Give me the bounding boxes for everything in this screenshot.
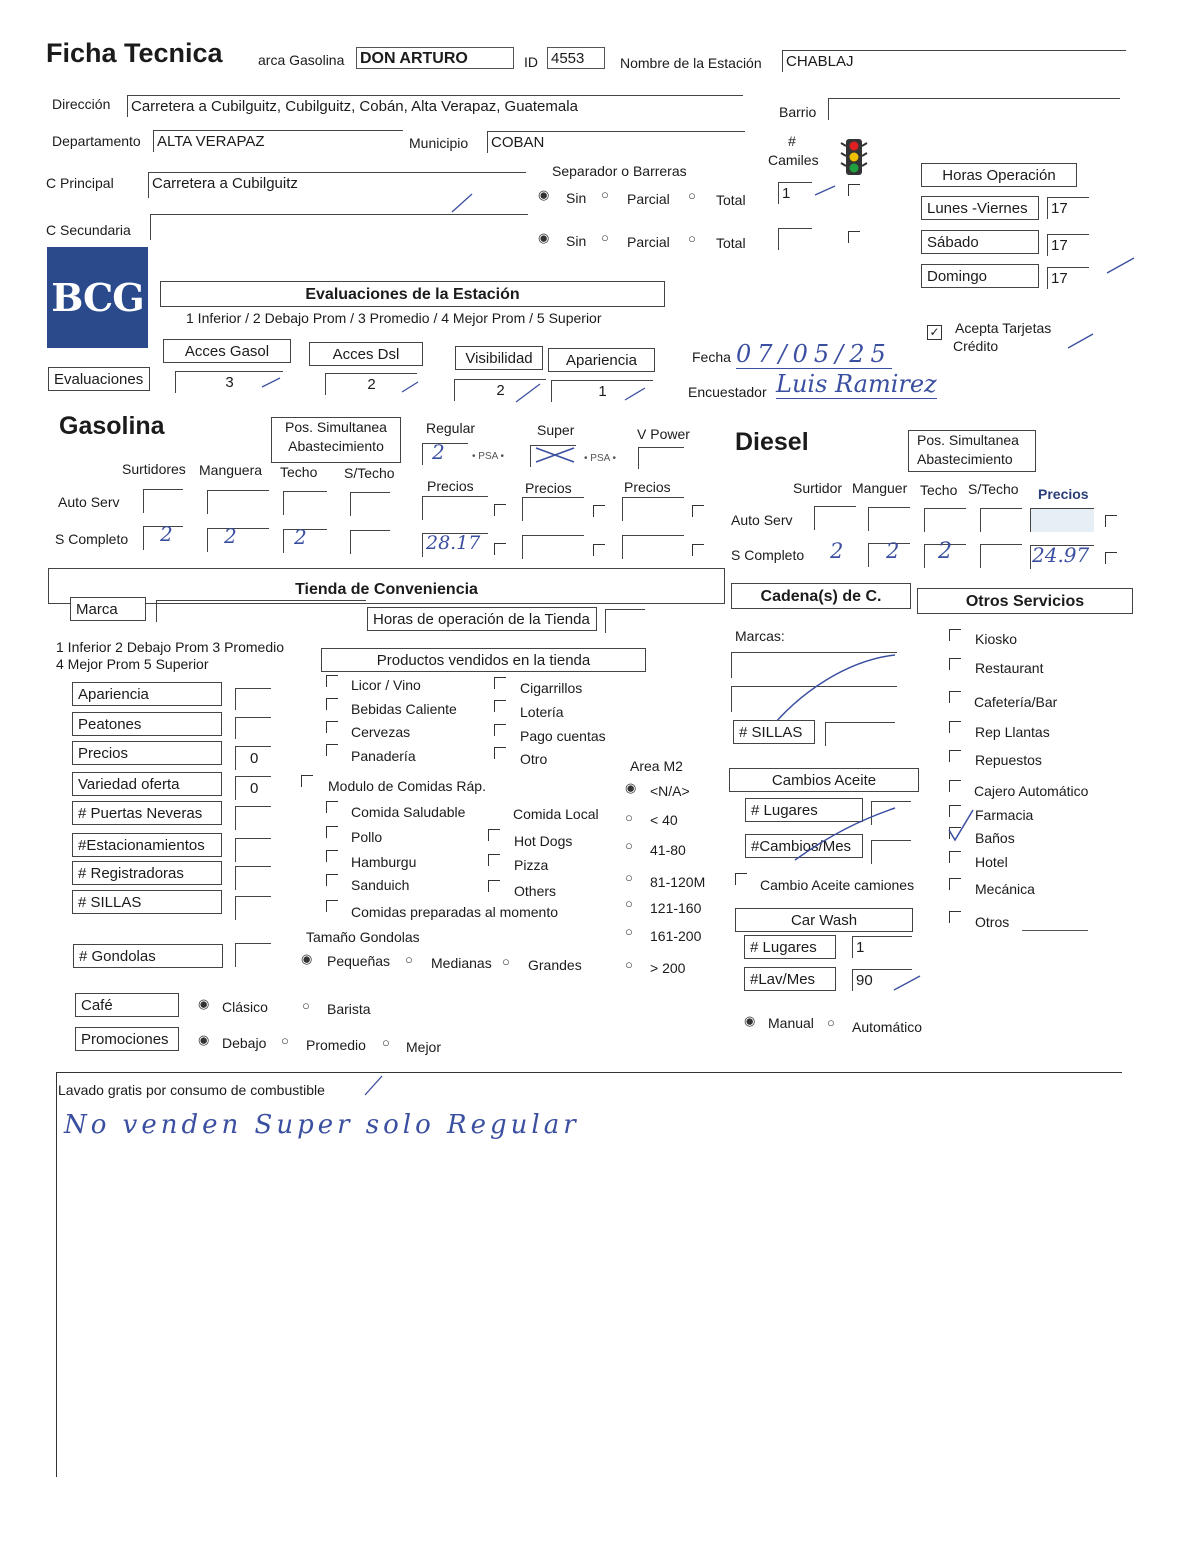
prod-loteria-label: Lotería	[520, 704, 564, 720]
nombre-field[interactable]: CHABLAJ	[782, 50, 1126, 72]
tamano-pequenas-label: Pequeñas	[327, 953, 391, 969]
manual-label: Manual	[768, 1015, 814, 1031]
otros-kiosko-label: Kiosko	[975, 631, 1018, 647]
otros-otros-label: Otros	[975, 914, 1010, 930]
modulo-label: Modulo de Comidas Ráp.	[328, 778, 486, 794]
otros-repuestos-label: Repuestos	[975, 752, 1042, 768]
prod-panaderia-label: Panadería	[351, 748, 416, 764]
fuel-vpower-label: V Power	[637, 426, 690, 442]
fuel-super-label: Super	[537, 422, 575, 438]
tienda-precios-field[interactable]: 0	[235, 746, 271, 770]
tamano-label: Tamaño Gondolas	[306, 929, 420, 945]
eval-acces-dsl-field[interactable]: 2	[325, 373, 417, 395]
eval-visibilidad-field[interactable]: 2	[454, 379, 546, 401]
separador-title: Separador o Barreras	[552, 163, 687, 179]
comida-hamburgu-label: Hamburgu	[351, 854, 417, 870]
radio-total-1[interactable]: ○	[688, 188, 696, 203]
tick-9	[894, 976, 920, 990]
carwash-lugares-field[interactable]: 1	[852, 936, 912, 958]
gasolina-auto-label: Auto Serv	[58, 494, 120, 510]
precios-label-vpower: Precios	[624, 479, 671, 495]
horas-lunes-label: Lunes -Viernes	[921, 196, 1039, 220]
tick-7	[516, 384, 540, 402]
encuestador-label: Encuestador	[688, 384, 767, 400]
diesel-completo-manguer-val: 2	[886, 539, 900, 563]
radio-sin-2[interactable]: ◉	[538, 230, 550, 245]
super-psa: • PSA •	[584, 453, 617, 464]
comida-hotdogs-label: Hot Dogs	[514, 833, 573, 849]
total-label-1: Total	[716, 192, 746, 208]
area-41-80-radio[interactable]: ○	[625, 838, 633, 853]
comida-saludable-label: Comida Saludable	[351, 804, 466, 820]
radio-sin-1[interactable]: ◉	[538, 187, 550, 202]
bcg-logo-text: BCG	[51, 275, 144, 320]
cambios-aceite-title: Cambios Aceite	[729, 768, 919, 792]
encuestador-value[interactable]: Luis Ramirez	[776, 370, 937, 398]
tienda-variedad-field[interactable]: 0	[235, 776, 271, 800]
diesel-pos-label-2: Abastecimiento	[917, 451, 1013, 467]
cafe-barista-label: Barista	[327, 1001, 371, 1017]
departamento-label: Departamento	[52, 133, 141, 149]
carwash-lav-label: #Lav/Mes	[744, 967, 836, 991]
cafe-clasico-radio[interactable]: ◉	[198, 996, 210, 1011]
tienda-peatones-label: Peatones	[72, 712, 222, 736]
tick-5	[262, 378, 280, 387]
carwash-lugares-label: # Lugares	[744, 935, 836, 959]
gasolina-pos-label-1: Pos. Simultanea	[285, 419, 387, 435]
otros-restaurant-label: Restaurant	[975, 660, 1044, 676]
carwash-lav-field[interactable]: 90	[852, 969, 912, 991]
gas-completo-techo-val: 2	[294, 525, 307, 549]
diesel-completo-label: S Completo	[731, 547, 805, 563]
tienda-marca-label: Marca	[70, 597, 146, 621]
tienda-title: Tienda de Conveniencia	[48, 568, 725, 604]
tarjetas-label: Acepta Tarjetas	[955, 320, 1052, 336]
municipio-field[interactable]: COBAN	[487, 131, 745, 153]
cadena-sillas-label: # SILLAS	[733, 720, 815, 744]
comida-sanduich-label: Sanduich	[351, 877, 410, 893]
otros-mecanica-label: Mecánica	[975, 881, 1035, 897]
area-81-120-radio[interactable]: ○	[625, 870, 633, 885]
eval-acces-gasol-field[interactable]: 3	[175, 371, 283, 393]
diesel-col-manguer: Manguer	[852, 480, 908, 496]
otros-farmacia-label: Farmacia	[975, 807, 1034, 823]
evaluaciones-row-label: Evaluaciones	[48, 367, 150, 391]
prod-cervezas-label: Cervezas	[351, 724, 411, 740]
otros-cafeteria-label: Cafetería/Bar	[974, 694, 1058, 710]
cprincipal-label: C Principal	[46, 175, 114, 191]
municipio-label: Municipio	[409, 135, 469, 151]
otros-llantas-label: Rep Llantas	[975, 724, 1050, 740]
fecha-label: Fecha	[692, 349, 731, 365]
regular-psa: • PSA •	[472, 451, 505, 462]
horas-domingo-field[interactable]: 17	[1047, 267, 1089, 289]
gasolina-col-stecho: S/Techo	[344, 465, 395, 481]
evaluaciones-scale: 1 Inferior / 2 Debajo Prom / 3 Promedio / 4 Mejor Prom / 5 Superior	[186, 310, 602, 326]
radio-parcial-2[interactable]: ○	[601, 230, 609, 245]
tamano-grandes-radio[interactable]: ○	[502, 954, 510, 969]
camiones-label: Cambio Aceite camiones	[760, 877, 915, 893]
eval-acces-dsl-label: Acces Dsl	[309, 342, 423, 366]
tamano-pequenas-radio[interactable]: ◉	[301, 951, 313, 966]
otros-title: Otros Servicios	[917, 588, 1133, 614]
otros-banos-label: Baños	[975, 830, 1015, 846]
area-40-label: < 40	[650, 812, 678, 828]
tienda-sillas-label: # SILLAS	[72, 890, 222, 914]
area-161-200-label: 161-200	[650, 928, 702, 944]
automatico-radio[interactable]: ○	[827, 1015, 835, 1030]
camiles-hash: #	[788, 133, 796, 149]
tarjetas-checkbox[interactable]: ✓	[927, 325, 942, 340]
barrio-label: Barrio	[779, 104, 817, 120]
gasolina-pos-label-2: Abastecimiento	[288, 438, 384, 454]
area-121-160-label: 121-160	[650, 900, 702, 916]
diesel-col-techo: Techo	[920, 482, 958, 498]
eval-visibilidad-label: Visibilidad	[455, 346, 543, 370]
comidas-preparadas-label: Comidas preparadas al momento	[351, 904, 558, 920]
area-label: Area M2	[630, 758, 683, 774]
diesel-pos-label-1: Pos. Simultanea	[917, 432, 1019, 448]
comida-pollo-label: Pollo	[351, 829, 383, 845]
direccion-label: Dirección	[52, 96, 111, 112]
tick-1	[452, 194, 472, 212]
tamano-medianas-radio[interactable]: ○	[405, 952, 413, 967]
fuel-regular-label: Regular	[426, 420, 476, 436]
area-na-radio[interactable]: ◉	[625, 780, 637, 795]
cafe-clasico-label: Clásico	[222, 999, 268, 1015]
tarjetas-label-2: Crédito	[953, 338, 999, 354]
tamano-grandes-label: Grandes	[528, 957, 582, 973]
diesel-title: Diesel	[735, 428, 809, 456]
comida-local-label: Comida Local	[513, 806, 599, 822]
cafe-label: Café	[75, 993, 179, 1017]
gas-completo-manguera-val: 2	[224, 524, 237, 548]
area-161-200-radio[interactable]: ○	[625, 924, 633, 939]
gasolina-title: Gasolina	[59, 412, 165, 440]
carwash-title: Car Wash	[735, 908, 913, 932]
camiles-field[interactable]: 1	[778, 182, 812, 204]
prod-bebidas-label: Bebidas Caliente	[351, 701, 457, 717]
promo-promedio-label: Promedio	[306, 1037, 366, 1053]
eval-acces-gasol-label: Acces Gasol	[163, 339, 291, 363]
cambios-mes-label: #Cambios/Mes	[745, 834, 863, 858]
gasolina-completo-label: S Completo	[55, 531, 129, 547]
notes-printed: Lavado gratis por consumo de combustible	[58, 1082, 325, 1098]
diesel-col-precios: Precios	[1038, 486, 1089, 502]
horas-lunes-field[interactable]: 17	[1047, 197, 1089, 219]
tick-6	[402, 382, 418, 392]
manual-radio[interactable]: ◉	[744, 1013, 756, 1028]
prod-licor-label: Licor / Vino	[351, 677, 421, 693]
nombre-label: Nombre de la Estación	[620, 55, 762, 71]
eval-apariencia-field[interactable]: 1	[551, 380, 653, 402]
comida-pizza-label: Pizza	[514, 857, 549, 873]
horas-sabado-label: Sábado	[921, 230, 1039, 254]
horas-domingo-label: Domingo	[921, 264, 1039, 288]
prod-otro-label: Otro	[520, 751, 548, 767]
marca-label: arca Gasolina	[258, 52, 345, 68]
area-200-label: > 200	[650, 960, 686, 976]
tienda-scale-2: 4 Mejor Prom 5 Superior	[56, 656, 209, 672]
direccion-field[interactable]: Carretera a Cubilguitz, Cubilguitz, Cobán, Alta Verapaz, Guatemala	[127, 95, 743, 117]
sin-label-2: Sin	[566, 233, 587, 249]
camiles-label: Camiles	[768, 152, 819, 168]
area-81-120-label: 81-120M	[650, 874, 706, 890]
page-title: Ficha Tecnica	[46, 38, 223, 68]
parcial-label-2: Parcial	[627, 234, 670, 250]
parcial-label-1: Parcial	[627, 191, 670, 207]
prod-pago-label: Pago cuentas	[520, 728, 606, 744]
tick-8	[625, 388, 645, 400]
csecundaria-label: C Secundaria	[46, 222, 131, 238]
tick-3	[1107, 258, 1134, 273]
diesel-col-surtidor: Surtidor	[793, 480, 843, 496]
radio-total-2[interactable]: ○	[688, 231, 696, 246]
precios-label-regular: Precios	[427, 478, 474, 494]
area-na-label: <N/A>	[650, 783, 690, 799]
regular-pos-value: 2	[432, 440, 445, 464]
id-field[interactable]: 4553	[547, 47, 605, 69]
tienda-gondolas-label: # Gondolas	[73, 944, 223, 968]
diesel-completo-surtidor-val: 2	[830, 539, 844, 563]
gasolina-col-techo: Techo	[280, 464, 318, 480]
tamano-medianas-label: Medianas	[431, 955, 492, 971]
tienda-registradoras-label: # Registradoras	[72, 861, 222, 885]
cafe-barista-radio[interactable]: ○	[302, 998, 310, 1013]
automatico-label: Automático	[852, 1019, 923, 1035]
tienda-estacionamientos-label: #Estacionamientos	[72, 833, 222, 857]
departamento-field[interactable]: ALTA VERAPAZ	[153, 130, 403, 152]
gas-completo-regular-precio-val: 28.17	[426, 532, 481, 554]
gasolina-col-manguera: Manguera	[199, 462, 263, 478]
productos-title: Productos vendidos en la tienda	[321, 648, 646, 672]
diesel-col-stecho: S/Techo	[968, 481, 1019, 497]
horas-title: Horas Operación	[921, 163, 1077, 187]
fecha-value[interactable]: 07/05/25	[736, 340, 892, 368]
gas-completo-surtidores-val: 2	[160, 522, 173, 546]
diesel-completo-techo-val: 2	[938, 539, 952, 564]
promo-mejor-radio[interactable]: ○	[382, 1035, 390, 1050]
promo-mejor-label: Mejor	[406, 1039, 442, 1055]
diesel-completo-precio-val: 24.97	[1032, 543, 1090, 567]
radio-parcial-1[interactable]: ○	[601, 187, 609, 202]
id-label: ID	[524, 54, 538, 70]
diesel-auto-label: Auto Serv	[731, 512, 793, 528]
cprincipal-field[interactable]: Carretera a Cubilguitz	[148, 172, 526, 198]
sin-label-1: Sin	[566, 190, 587, 206]
tick-4	[1068, 334, 1093, 348]
cambios-lugares-label: # Lugares	[745, 798, 863, 822]
horas-sabado-field[interactable]: 17	[1047, 234, 1089, 256]
otros-hotel-label: Hotel	[975, 854, 1008, 870]
tick-10	[365, 1076, 382, 1095]
gasolina-col-surtidores: Surtidores	[122, 461, 186, 477]
promo-debajo-label: Debajo	[222, 1035, 267, 1051]
tienda-puertas-label: # Puertas Neveras	[72, 801, 222, 825]
evaluaciones-title: Evaluaciones de la Estación	[160, 281, 665, 307]
tienda-variedad-label: Variedad oferta	[72, 772, 222, 796]
tienda-apariencia-label: Apariencia	[72, 682, 222, 706]
tienda-scale-1: 1 Inferior 2 Debajo Prom 3 Promedio	[56, 639, 284, 655]
cadena-marcas-label: Marcas:	[735, 628, 785, 644]
tienda-precios-label: Precios	[72, 741, 222, 765]
area-200-radio[interactable]: ○	[625, 957, 633, 972]
promo-promedio-radio[interactable]: ○	[281, 1033, 289, 1048]
promo-debajo-radio[interactable]: ◉	[198, 1032, 210, 1047]
notes-handwritten: No venden Super solo Regular	[64, 1110, 580, 1140]
tick-2	[815, 186, 835, 195]
tienda-horas-label: Horas de operación de la Tienda	[367, 607, 597, 631]
marca-field[interactable]: DON ARTURO	[356, 47, 514, 69]
cadena-title: Cadena(s) de C.	[731, 583, 911, 609]
promociones-label: Promociones	[75, 1027, 179, 1051]
area-121-160-radio[interactable]: ○	[625, 896, 633, 911]
precios-label-super: Precios	[525, 480, 572, 496]
prod-cigarrillos-label: Cigarrillos	[520, 680, 583, 696]
area-41-80-label: 41-80	[650, 842, 686, 858]
eval-apariencia-label: Apariencia	[548, 348, 655, 372]
total-label-2: Total	[716, 235, 746, 251]
comida-others-label: Others	[514, 883, 557, 899]
otros-cajero-label: Cajero Automático	[974, 783, 1089, 799]
area-40-radio[interactable]: ○	[625, 810, 633, 825]
